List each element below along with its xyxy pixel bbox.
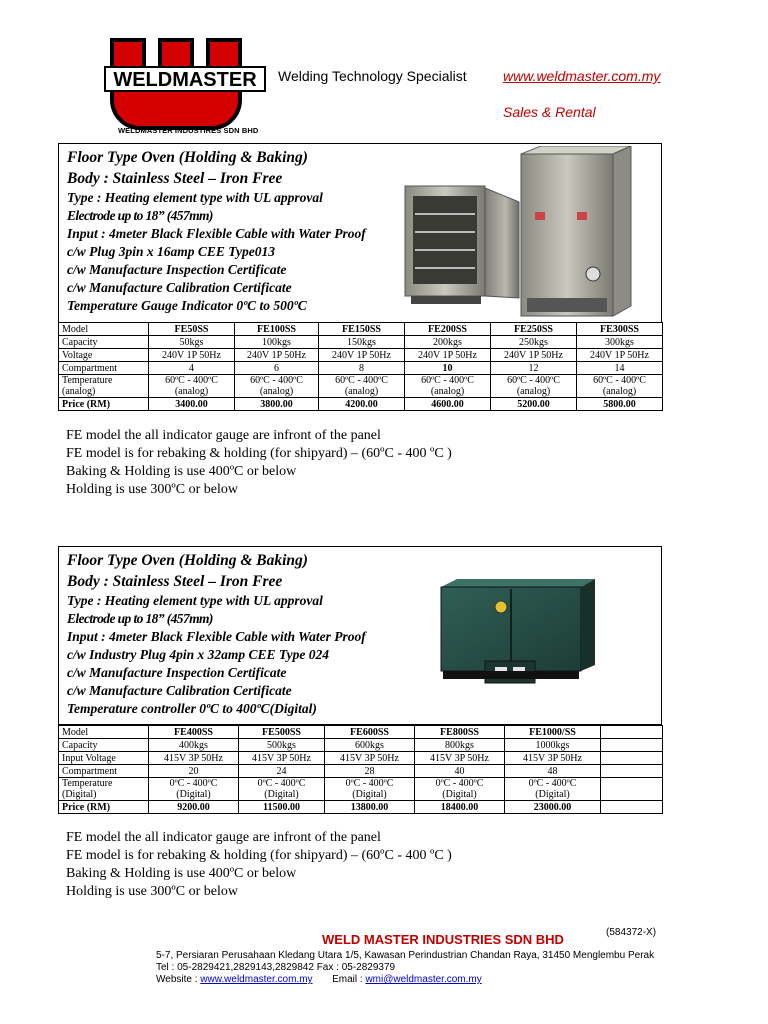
table-row: Voltage 240V 1P 50Hz 240V 1P 50Hz 240V 1P 50Hz 240V 1P 50Hz 240V 1P 50Hz 240V 1P 50Hz [59,349,663,362]
product-2-price-table [58,725,663,814]
product-1-body: Body : Stainless Steel – Iron Free [67,170,283,187]
table-row: Temperature (Digital) 0ºC - 400ºC (Digital) 0ºC - 400ºC (Digital) 0ºC - 400ºC (Digital) 0ºC - 400ºC (Digital) 0ºC - 400ºC (Digital) [59,778,663,801]
header-website-link[interactable]: www.weldmaster.com.my [503,68,661,84]
footer-address: 5-7, Persiaran Perusahaan Kledang Utara 1/5, Kawasan Perindustrian Chandan Raya, 31450 Menglembu Perak [156,950,655,961]
footer-tel-fax: Tel : 05-2829421,2829143,2829842 Fax : 05-2829379 [156,962,396,973]
note: Baking & Holding is use 400ºC or below [66,464,297,479]
product-1-notes [66,427,452,499]
product-2-plug: c/w Industry Plug 4pin x 32amp CEE Type 024 [67,647,330,662]
product-2-input: Input : 4meter Black Flexible Cable with Water Proof [67,629,366,644]
note: FE model the all indicator gauge are infront of the panel [66,428,381,443]
product-1-specs [67,147,366,315]
product-2-specs [67,550,366,718]
product-2-cert-calibration: c/w Manufacture Calibration Certificate [67,683,292,698]
table-row-price: Price (RM) 9200.00 11500.00 13800.00 18400.00 23000.00 [59,801,663,814]
product-1-plug: c/w Plug 3pin x 16amp CEE Type013 [67,244,276,259]
logo-subtitle: WELDMASTER INDUSTIRES SDN BHD [118,126,259,135]
product-1-gauge: Temperature Gauge Indicator 0ºC to 500ºC [67,298,307,313]
product-1-title: Floor Type Oven (Holding & Baking) [67,149,308,166]
note: Baking & Holding is use 400ºC or below [66,866,297,881]
footer-website-link[interactable]: www.weldmaster.com.my [200,974,313,985]
product-2-body: Body : Stainless Steel – Iron Free [67,573,283,590]
product-box-2 [58,546,662,725]
table-row: Compartment 20 24 28 40 48 [59,765,663,778]
table-row: Model FE50SS FE100SS FE150SS FE200SS FE250SS FE300SS [59,323,663,336]
footer-company-name: WELD MASTER INDUSTRIES SDN BHD [322,932,564,947]
product-1-type: Type : Heating element type with UL approval [67,190,323,205]
note: FE model is for rebaking & holding (for shipyard) – (60ºC - 400 ºC ) [66,446,452,461]
product-2-notes [66,829,452,901]
table-row: Capacity 50kgs 100kgs 150kgs 200kgs 250kgs 300kgs [59,336,663,349]
product-box-1 [58,143,662,323]
note: FE model is for rebaking & holding (for shipyard) – (60ºC - 400 ºC ) [66,848,452,863]
product-1-cert-calibration: c/w Manufacture Calibration Certificate [67,280,292,295]
table-row: Input Voltage 415V 3P 50Hz 415V 3P 50Hz 415V 3P 50Hz 415V 3P 50Hz 415V 3P 50Hz [59,752,663,765]
product-2-cert-inspection: c/w Manufacture Inspection Certificate [67,665,287,680]
note: Holding is use 300ºC or below [66,482,238,497]
product-2-type: Type : Heating element type with UL approval [67,593,323,608]
note: FE model the all indicator gauge are infront of the panel [66,830,381,845]
stainless-oven-photo [401,146,656,320]
product-1-cert-inspection: c/w Manufacture Inspection Certificate [67,262,287,277]
tagline: Welding Technology Specialist [278,68,467,84]
product-2-electrode: Electrode up to 18” (457mm) [67,611,213,626]
footer-web-email: Website : www.weldmaster.com.my Email : wmi@weldmaster.com.my [156,974,482,985]
product-2-title: Floor Type Oven (Holding & Baking) [67,552,308,569]
green-oven-photo [435,577,599,693]
table-row: Model FE400SS FE500SS FE600SS FE800SS FE1000/SS [59,726,663,739]
table-row: Compartment 4 6 8 10 12 14 [59,362,663,375]
sales-rental: Sales & Rental [503,104,596,120]
product-1-electrode: Electrode up to 18” (457mm) [67,208,213,223]
product-2-controller: Temperature controller 0ºC to 400ºC(Digital) [67,701,317,716]
footer-registration: (584372-X) [606,927,657,938]
table-row: Temperature (analog) 60ºC - 400ºC (analog) 60ºC - 400ºC (analog) 60ºC - 400ºC (analog) 60ºC - 400ºC (analog) 60ºC - 400ºC (analog) 60ºC - 400ºC (analog) [59,375,663,398]
note: Holding is use 300ºC or below [66,884,238,899]
svg-text:WELDMASTER: WELDMASTER [113,69,257,91]
footer-email-link[interactable]: wmi@weldmaster.com.my [365,974,482,985]
weldmaster-logo [104,34,266,132]
table-row-price: Price (RM) 3400.00 3800.00 4200.00 4600.00 5200.00 5800.00 [59,398,663,411]
product-1-input: Input : 4meter Black Flexible Cable with Water Proof [67,226,366,241]
table-row: Capacity 400kgs 500kgs 600kgs 800kgs 1000kgs [59,739,663,752]
product-1-price-table [58,322,663,411]
